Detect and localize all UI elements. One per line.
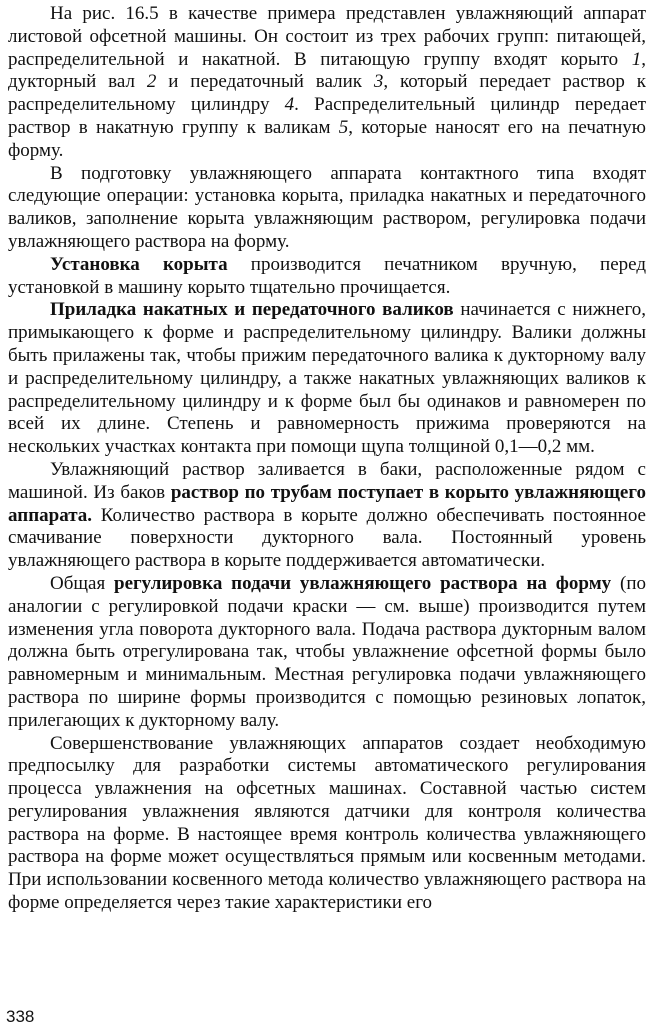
page-body <box>8 3 646 915</box>
text-run: и передаточный валик <box>156 71 374 93</box>
text-run: , которые наносят его на печатную форму. <box>8 116 646 161</box>
callout-number: 1 <box>631 48 642 70</box>
bold-term: Установка корыта <box>50 253 228 275</box>
paragraph <box>8 163 646 254</box>
callout-number: 3 <box>373 71 384 93</box>
text-run: Увлажняющий раствор заливается в баки, расположенные рядом с машиной. Из баков <box>8 458 646 503</box>
text-run: , который передает раствор к распределительному цилиндру <box>8 71 647 116</box>
paragraph <box>8 733 646 915</box>
text-run: Совершенствование увлажняющих аппаратов создает необходимую предпосылку для разработки системы автоматического регулирования процесса увлажнения на офсетных машинах. Составной частью систем регулирования увлажнения являются датчики для контроля количества раствора на форме. В настоящее время контроль количества увлажняющего раствора на форме может осуществляться прямым или косвенным методами. При использовании косвенного метода количество увлажняющего раствора на форме определяется через такие характеристики его <box>8 732 646 914</box>
text-run: В подготовку увлажняющего аппарата контактного типа входят следующие операции: установка корыта, приладка накатных и передаточного валиков, заполнение корыта увлажняющим раствором, регулировка подачи увлажняющего раствора на форму. <box>8 162 646 252</box>
text-run: Общая <box>50 572 115 594</box>
text-run: . Распределительный цилиндр передает раствор в накатную группу к валикам <box>8 94 646 138</box>
text-run: (по аналогии с регулировкой подачи краски — см. выше) производится путем изменения угла поворота дукторного вала. Подача раствора дукторным валом должна быть отрегулирована так, чтобы увлажнение офсетной формы было равномерным и минимальным. Местная регулировка подачи увлажняющего раствора по ширине формы производится с помощью резиновых лопаток, прилегающих к дукторному валу. <box>8 572 646 731</box>
text-run: Количество раствора в корыте должно обеспечивать постоянное смачивание поверхности дукторного вала. Постоянный уровень увлажняющего раствора в корыте поддерживается автоматически. <box>8 504 646 572</box>
text-run: На рис. 16.5 в качестве примера представлен увлажняющий аппарат листовой офсетной машины. Он состоит из трех рабочих групп: питающей, распределительной и накатной. В питающую группу входят корыто <box>8 3 646 70</box>
bold-term: раствор по трубам поступает в корыто увлажняющего аппарата. <box>8 481 646 526</box>
paragraph <box>8 254 646 300</box>
callout-number: 2 <box>146 71 157 93</box>
paragraph <box>8 299 646 459</box>
paragraph <box>8 459 646 573</box>
text-run: начинается с нижнего, примыкающего к форме и распределительному цилиндру. Валики должны быть прилажены так, чтобы прижим передаточного валика к дукторному валу и распределительному цилиндру, а также накатных увлажняющих валиков к распределительному цилиндру и к форме был бы одинаков и равномерен по всей их длине. Степень и равномерность прижима проверяются на нескольких участках контакта при помощи щупа толщиной 0,1—0,2 мм. <box>8 299 647 458</box>
callout-number: 4 <box>284 94 295 116</box>
callout-number: 5 <box>338 116 349 138</box>
bold-term: Приладка накатных и передаточного валиков <box>50 299 454 321</box>
page-number: 338 <box>6 1007 35 1026</box>
text-run: , дукторный вал <box>8 48 646 93</box>
paragraph <box>8 573 646 733</box>
text-run: производится печатником вручную, перед установкой в машину корыто тщательно прочищается. <box>8 253 646 298</box>
bold-term: регулировка подачи увлажняющего раствора на форму <box>114 572 612 594</box>
paragraph <box>8 3 646 163</box>
